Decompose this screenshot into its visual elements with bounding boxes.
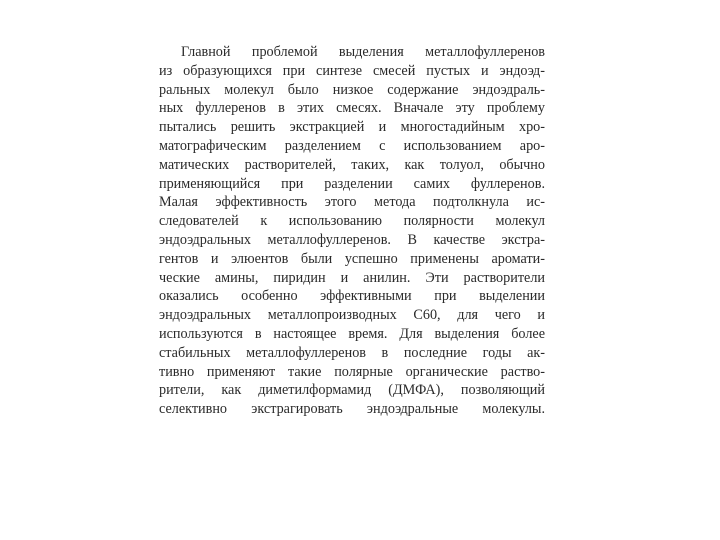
text-line: из образующихся при синтезе смесей пустых и эндоэд- [159,62,545,79]
text-line: стабильных металлофуллеренов в последние годы ак- [159,344,545,361]
text-line: гентов и элюентов были успешно применены аромати- [159,250,545,267]
text-line: следователей к использованию полярности молекул [159,213,545,230]
text-line: селективно экстрагировать эндоэдральные молекулы. [159,401,545,418]
text-line: пытались решить экстракцией и многостадийным хро- [159,119,545,136]
text-line: тивно применяют такие полярные органические раство- [159,363,545,380]
text-line: ральных молекул было низкое содержание эндоэдраль- [159,81,545,98]
text-line: рители, как диметилформамид (ДМФА), позволяющий [159,382,545,399]
text-line: эндоэдральных металлофуллеренов. В качестве экстра- [159,231,545,248]
text-line: матических растворителей, таких, как толуол, обычно [159,156,545,173]
text-line: Главной проблемой выделения металлофуллеренов [181,44,545,60]
body-paragraph [159,43,545,419]
text-line: оказались особенно эффективными при выделении [159,288,545,305]
text-line: Малая эффективность этого метода подтолкнула ис- [159,194,545,211]
text-line: используются в настоящее время. Для выделения более [159,325,545,342]
text-line: матографическим разделением с использованием аро- [159,137,545,154]
text-line: применяющийся при разделении самих фуллеренов. [159,175,545,192]
text-line: эндоэдральных металлопроизводных C60, для чего и [159,307,545,324]
text-line: ных фуллеренов в этих смесях. Вначале эту проблему [159,100,545,117]
text-line: ческие амины, пиридин и анилин. Эти растворители [159,269,545,286]
